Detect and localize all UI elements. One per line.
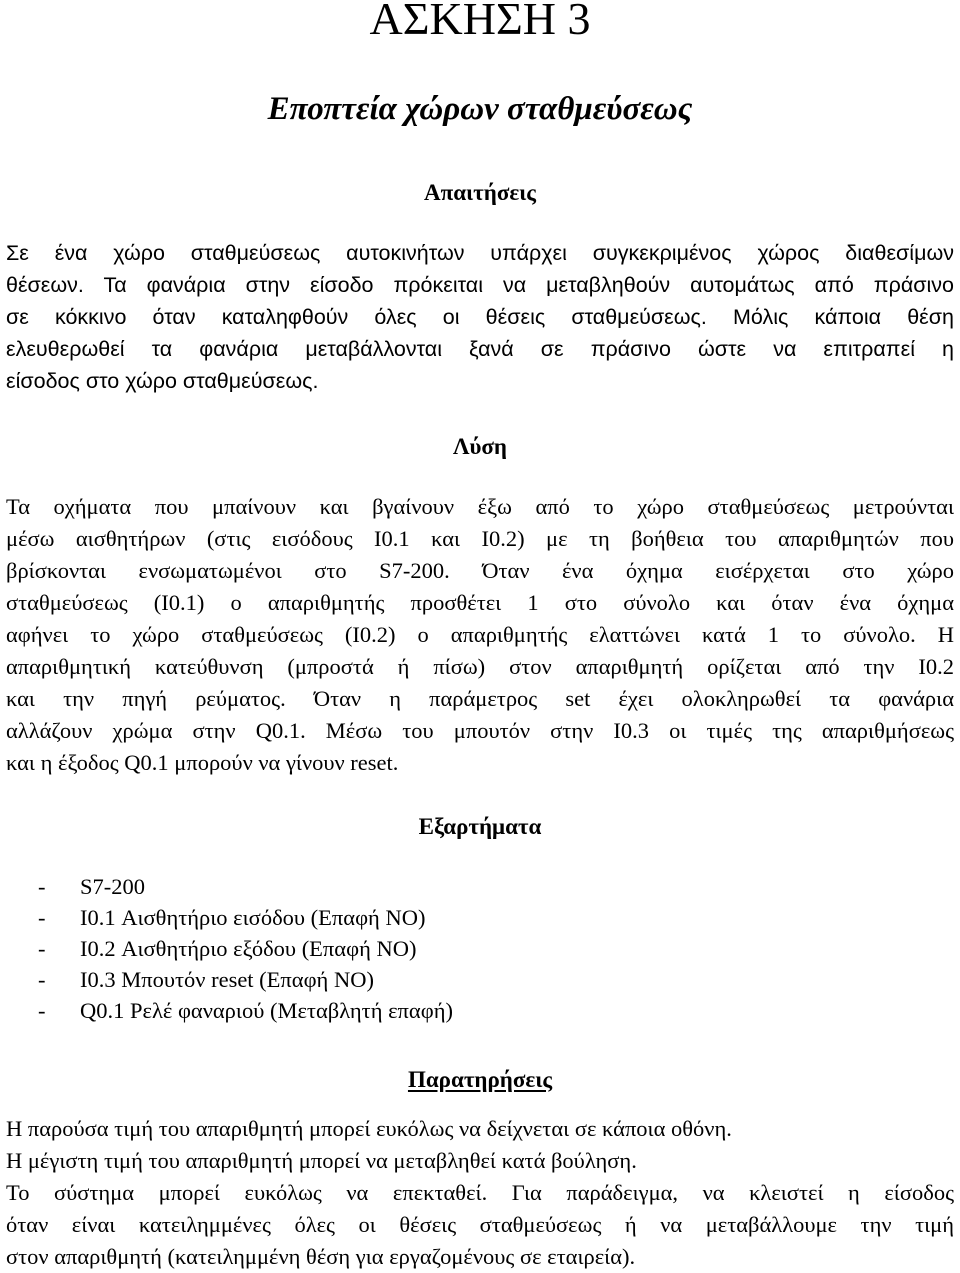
paragraph-line: ελευθερωθεί τα φανάρια μεταβάλλονται ξανά σε πράσινο ώστε να επιτραπεί η <box>6 337 954 361</box>
list-item: - I0.3 Μπουτόν reset (Επαφή NO) <box>38 967 374 992</box>
paragraph-line: και την πηγή ρεύματος. Όταν η παράμετρος set έχει ολοκληρωθεί τα φανάρια <box>6 686 954 711</box>
paragraph-line: βρίσκονται ενσωματωμένοι στο S7-200. Όταν ένα όχημα εισέρχεται στο χώρο <box>6 558 954 583</box>
document-title: ΑΣΚΗΣΗ 3 <box>369 0 591 44</box>
paragraph-line: αφήνει το χώρο σταθμεύσεως (I0.2) ο απαριθμητής ελαττώνει κατά 1 το σύνολο. Η <box>6 622 954 647</box>
paragraph-line: σταθμεύσεως (I0.1) ο απαριθμητής προσθέτει 1 στο σύνολο και όταν ένα όχημα <box>6 590 954 615</box>
paragraph-line: όταν είναι κατειλημμένες όλες οι θέσεις σταθμεύσεως ή να μεταβάλλουμε την τιμή <box>6 1212 954 1237</box>
paragraph-line: θέσεων. Τα φανάρια στην είσοδο πρόκειται να μεταβληθούν αυτομάτως από πράσινο <box>6 273 954 297</box>
requirements-heading: Απαιτήσεις <box>423 180 536 205</box>
list-item: - I0.2 Αισθητήριο εξόδου (Επαφή NO) <box>38 936 417 961</box>
paragraph-line: Η μέγιστη τιμή του απαριθμητή μπορεί να μεταβληθεί κατά βούληση. <box>6 1148 637 1173</box>
paragraph-line: απαριθμητική κατεύθυνση (μπροστά ή πίσω) στον απαριθμητή ορίζεται από την I0.2 <box>6 654 954 679</box>
list-item: - S7-200 <box>38 874 146 899</box>
solution-heading: Λύση <box>453 434 507 459</box>
paragraph-line: μέσω αισθητήρων (στις εισόδους I0.1 και I0.2) με τη βοήθεια του απαριθμητών που <box>6 526 954 551</box>
notes-heading: Παρατηρήσεις <box>407 1067 553 1092</box>
paragraph-line: είσοδος στο χώρο σταθμεύσεως. <box>6 369 319 393</box>
components-list <box>38 871 453 1026</box>
paragraph-line: σε κόκκινο όταν καταληφθούν όλες οι θέσεις σταθμεύσεως. Μόλις κάποια θέση <box>6 305 954 329</box>
paragraph-line: Το σύστημα μπορεί ευκόλως να επεκταθεί. Για παράδειγμα, να κλειστεί η είσοδος <box>6 1180 954 1205</box>
notes-paragraph <box>6 1113 954 1273</box>
components-heading: Εξαρτήματα <box>418 814 542 839</box>
paragraph-line: και η έξοδος Q0.1 μπορούν να γίνουν reset. <box>6 750 399 775</box>
paragraph-line: Η παρούσα τιμή του απαριθμητή μπορεί ευκόλως να δείχνεται σε κάποια οθόνη. <box>6 1116 732 1141</box>
paragraph-line: Τα οχήματα που μπαίνουν και βγαίνουν έξω από το χώρο σταθμεύσεως μετρούνται <box>6 494 954 519</box>
list-item: - I0.1 Αισθητήριο εισόδου (Επαφή NO) <box>38 905 426 930</box>
paragraph-line: στον απαριθμητή (κατειλημμένη θέση για εργαζομένους σε εταιρεία). <box>6 1244 636 1269</box>
list-item: - Q0.1 Ρελέ φαναριού (Μεταβλητή επαφή) <box>38 998 453 1023</box>
requirements-paragraph <box>6 237 954 397</box>
solution-paragraph <box>6 491 954 779</box>
paragraph-line: αλλάζουν χρώμα στην Q0.1. Μέσω του μπουτόν στην I0.3 οι τιμές της απαριθμήσεως <box>6 718 954 743</box>
document-subtitle: Εποπτεία χώρων σταθμεύσεως <box>267 91 693 127</box>
paragraph-line: Σε ένα χώρο σταθμεύσεως αυτοκινήτων υπάρχει συγκεκριμένος χώρος διαθεσίμων <box>6 241 954 265</box>
